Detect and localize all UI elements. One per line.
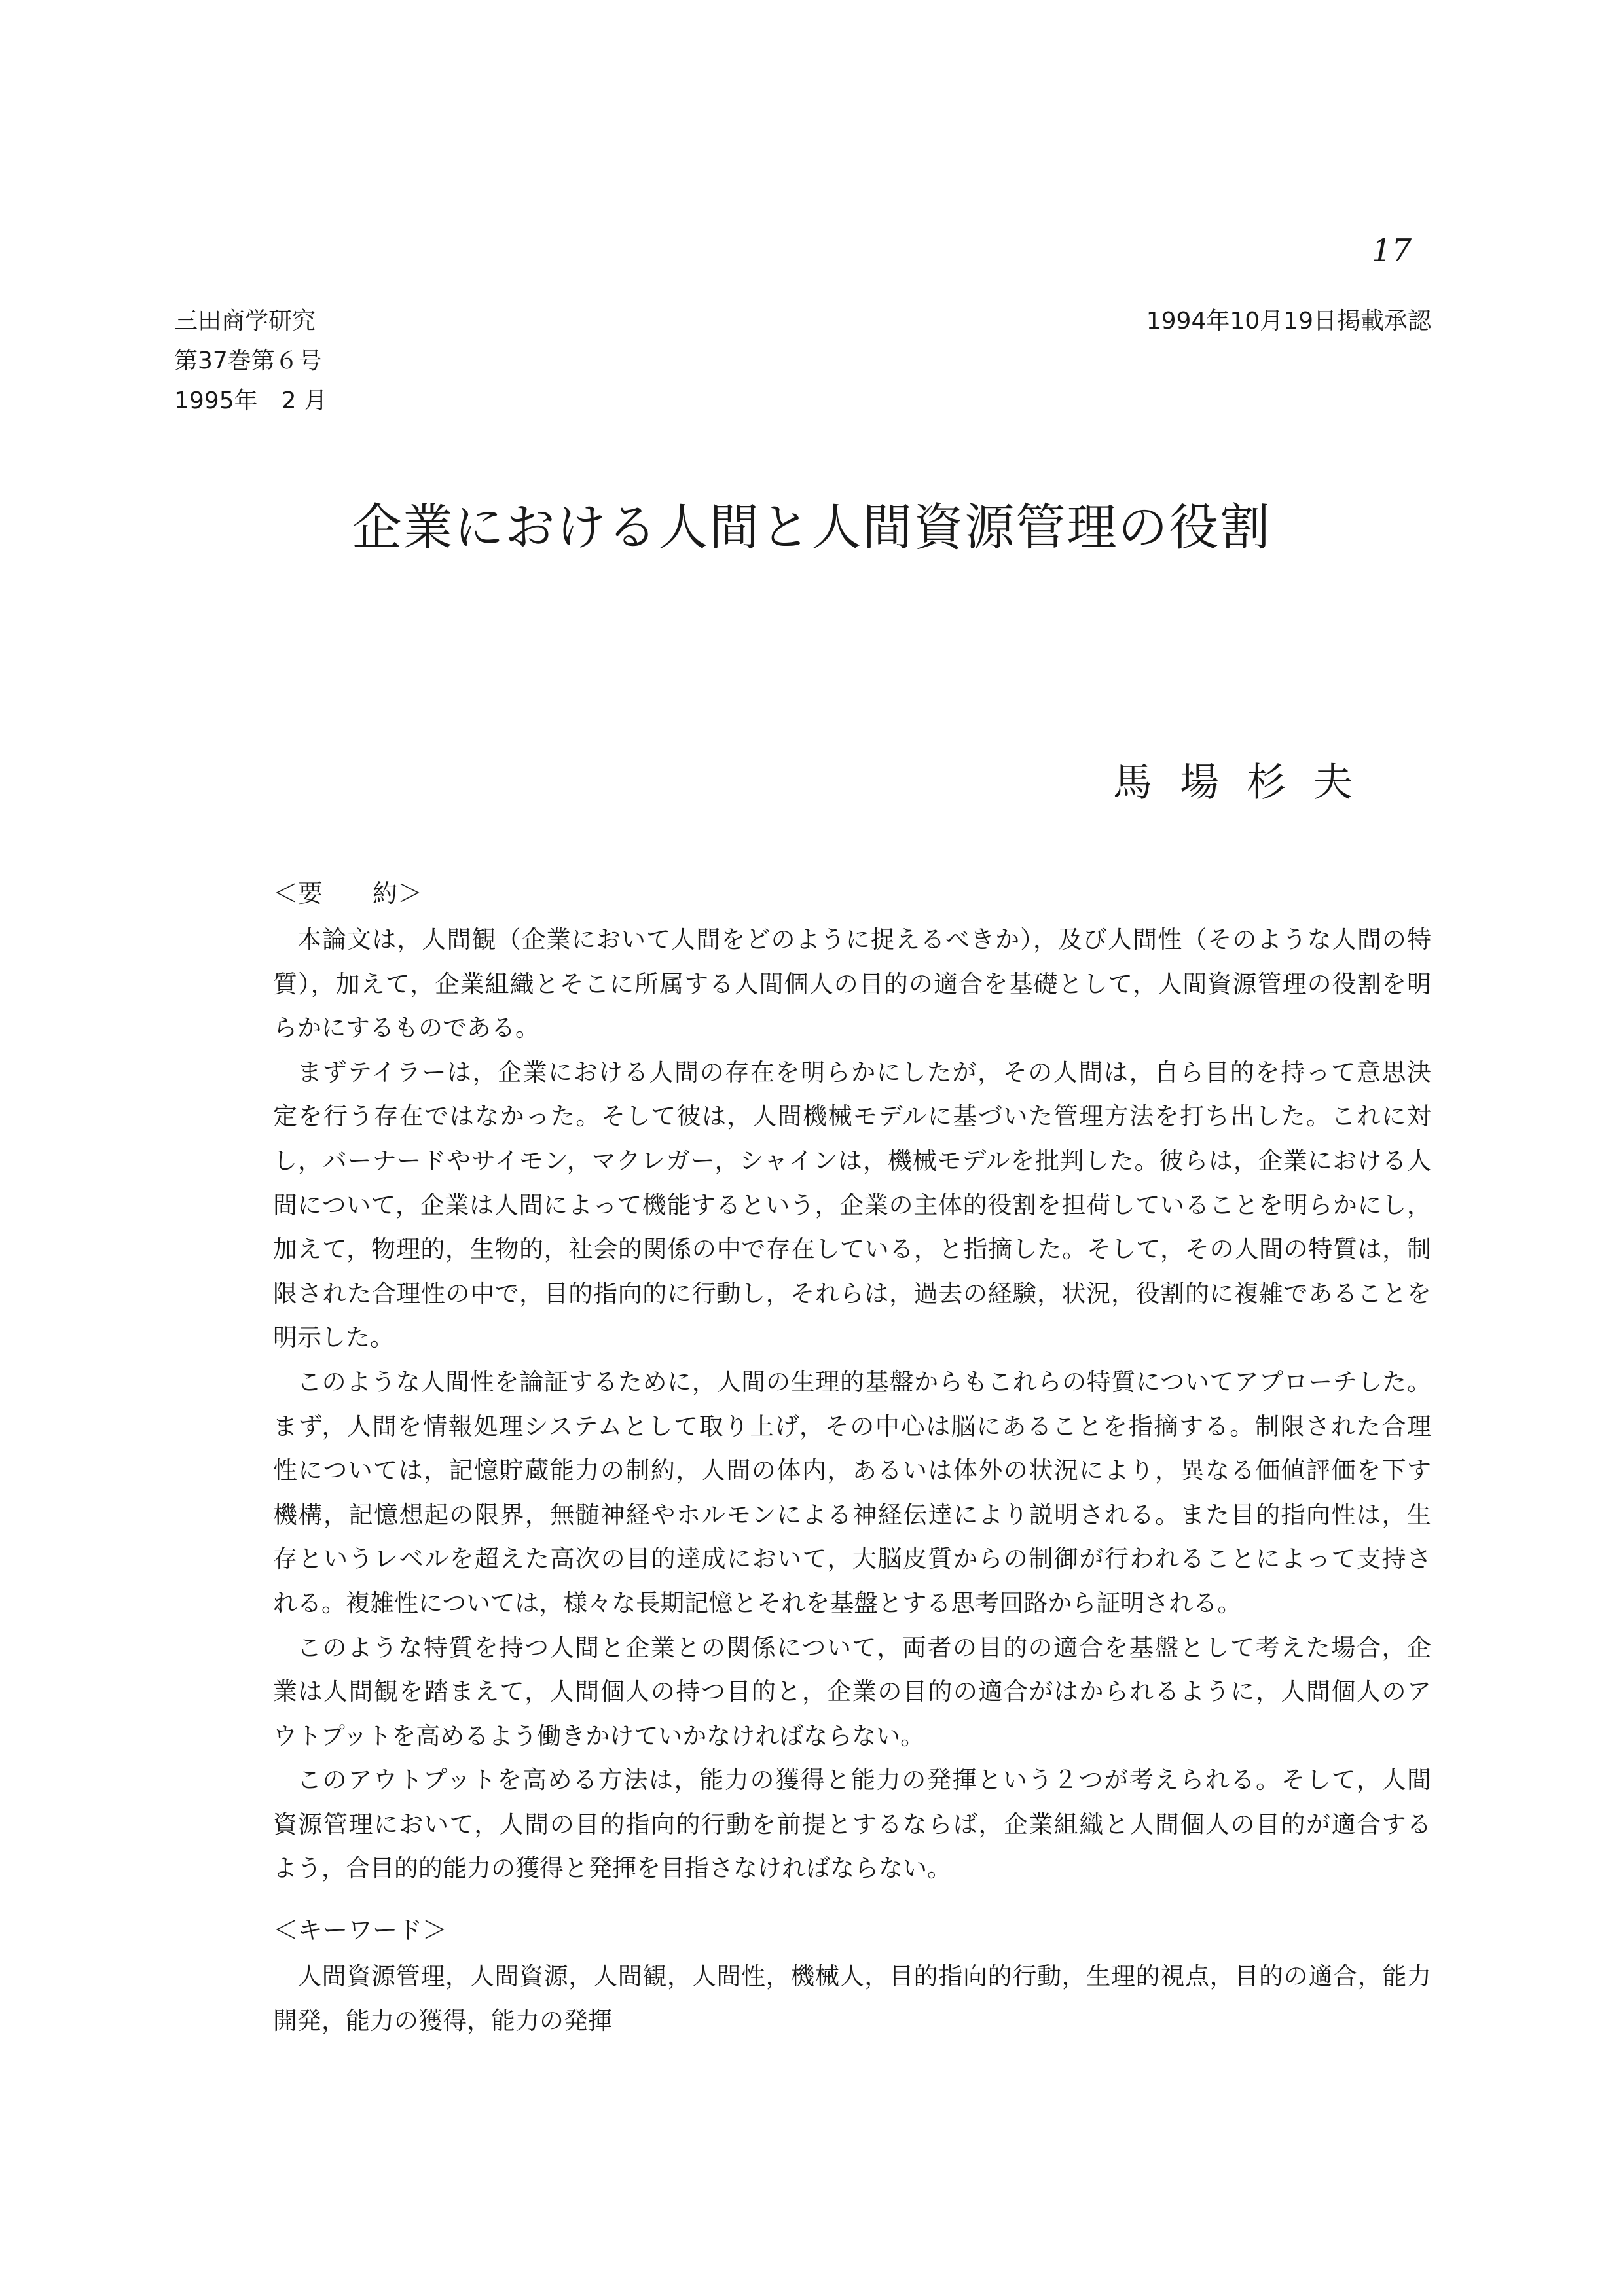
abstract-paragraph-4-line: このような特質を持つ人間と企業との関係について，両者の目的の適合を基盤として考えた場合，企 [297,1633,1431,1662]
abstract-paragraph-1-line: 質），加えて，企業組織とそこに所属する人間個人の目的の適合を基礎として，人間資源管理の役割を明 [273,969,1431,998]
abstract-paragraph-1-line: らかにするものである。 [273,1014,539,1043]
abstract-heading: ＜要 約＞ [273,879,423,908]
keywords-list [273,1954,1431,2043]
abstract-paragraph-4-line: 業は人間観を踏まえて，人間個人の持つ目的と，企業の目的の適合がはかられるように，人間個人のア [273,1677,1431,1706]
abstract-paragraph-5-line: 資源管理において，人間の目的指向的行動を前提とするならば，企業組織と人間個人の目的が適合する [273,1810,1431,1839]
abstract-paragraph-2-line: 明示した。 [273,1323,394,1352]
abstract-paragraph-2-line: し，バーナードやサイモン，マクレガー，シャインは，機械モデルを批判した。彼らは，企業における人 [273,1146,1431,1175]
journal-info [174,301,327,421]
abstract-paragraph-3-line: 機構，記憶想起の限界，無髄神経やホルモンによる神経伝達により説明される。また目的指向性は，生 [273,1500,1431,1529]
page-number: 17 [1372,232,1412,269]
abstract-paragraph-3-line: れる。複雑性については，様々な長期記憶とそれを基盤とする思考回路から証明される。 [273,1588,1242,1617]
keywords-heading: ＜キーワード＞ [273,1916,448,1945]
journal-name: 三田商学研究 [174,308,316,334]
abstract-paragraph-5-line: このアウトプットを高める方法は，能力の獲得と能力の発揮という２つが考えられる。そして，人間 [297,1766,1431,1795]
journal-date: 1995年 2 月 [174,387,327,414]
abstract-paragraph-3-line: 性については，記憶貯蔵能力の制約，人間の体内，あるいは体外の状況により，異なる価値評価を下す [273,1456,1431,1485]
abstract-paragraph-3-line: このような人間性を論証するために，人間の生理的基盤からもこれらの特質についてアプローチした。 [297,1367,1431,1396]
abstract-paragraph-2-line: 加えて，物理的，生物的，社会的関係の中で存在している，と指摘した。そして，その人間の特質は，制 [273,1235,1431,1264]
journal-volume: 第37巻第６号 [174,348,322,374]
abstract-paragraph-1-line: 本論文は，人間観（企業において人間をどのように捉えるべきか），及び人間性（そのような人間の特 [297,925,1431,954]
acceptance-date: 1994年10月19日掲載承認 [1146,308,1431,334]
abstract-paragraph-3-line: まず，人間を情報処理システムとして取り上げ，その中心は脳にあることを指摘する。制限された合理 [273,1412,1431,1441]
paper-title: 企業における人間と人間資源管理の役割 [352,498,1271,556]
abstract-paragraph-5-line: よう，合目的的能力の獲得と発揮を目指さなければならない。 [273,1854,951,1883]
keywords-line: 人間資源管理，人間資源，人間観，人間性，機械人，目的指向的行動，生理的視点，目的の適合，能力 [297,1962,1431,1990]
author-name: 馬場杉夫 [1113,760,1380,806]
keywords-line: 開発，能力の獲得，能力の発揮 [273,2006,612,2035]
abstract-paragraph-2-line: 定を行う存在ではなかった。そして彼は，人間機械モデルに基づいた管理方法を打ち出した。これに対 [273,1102,1431,1131]
abstract-paragraph-2-line: まずテイラーは，企業における人間の存在を明らかにしたが，その人間は，自ら目的を持って意思決 [297,1058,1431,1086]
abstract-paragraph-3-line: 存というレベルを超えた高次の目的達成において，大脳皮質からの制御が行われることによって支持さ [273,1545,1431,1573]
abstract-body [273,918,1431,1891]
abstract-paragraph-2-line: 限された合理性の中で，目的指向的に行動し，それらは，過去の経験，状況，役割的に複雑であることを [273,1279,1431,1308]
abstract-paragraph-4-line: ウトプットを高めるよう働きかけていかなければならない。 [273,1721,925,1750]
abstract-paragraph-2-line: 間について，企業は人間によって機能するという，企業の主体的役割を担荷していることを明らかにし， [273,1191,1431,1219]
